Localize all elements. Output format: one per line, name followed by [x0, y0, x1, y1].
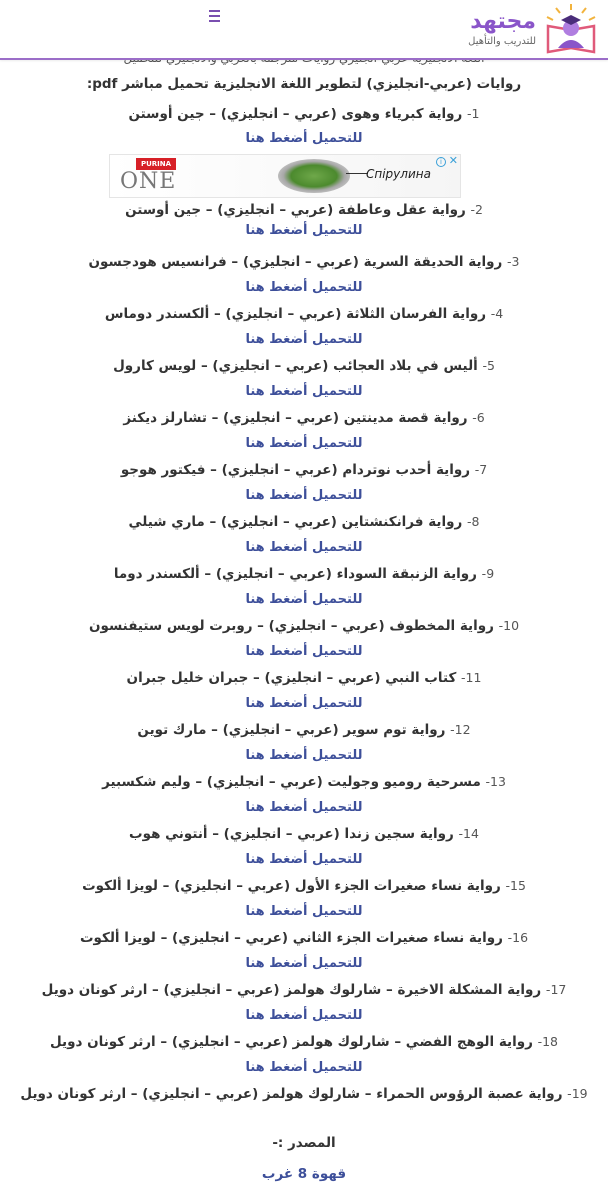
list-item: [10, 616, 598, 662]
download-link[interactable]: للتحميل أضغط هنا: [245, 131, 363, 146]
list-item: [10, 824, 598, 870]
ad-info-icon[interactable]: i: [436, 157, 446, 167]
item-number: 13-: [485, 774, 506, 789]
item-title: [10, 824, 598, 844]
download-link[interactable]: للتحميل أضغط هنا: [245, 280, 363, 295]
list-item: [10, 1032, 598, 1078]
download-link[interactable]: للتحميل أضغط هنا: [245, 904, 363, 919]
list-item: [10, 1084, 598, 1104]
item-title-text: أليس في بلاد العجائب (عربي – انجليزي) – لويس كارول: [113, 358, 478, 374]
item-title: [10, 512, 598, 532]
list-item: [10, 720, 598, 766]
item-title: [10, 408, 598, 428]
item-title: [10, 928, 598, 948]
list-item: [10, 460, 598, 506]
download-link[interactable]: للتحميل أضغط هنا: [245, 800, 363, 815]
item-number: 9-: [481, 566, 495, 581]
item-title-text: رواية كبرياء وهوى (عربي – انجليزي) – جين أوستن: [128, 106, 463, 122]
item-number: 5-: [482, 358, 495, 373]
site-logo[interactable]: [468, 2, 600, 56]
download-link[interactable]: للتحميل أضغط هنا: [245, 1060, 363, 1075]
source-label: المصدر :-: [272, 1135, 336, 1151]
list-item: [10, 356, 598, 402]
list-item: [10, 408, 598, 454]
item-title-text: رواية توم سوير (عربي – انجليزي) – مارك توين: [137, 722, 446, 738]
item-title: [10, 304, 598, 324]
item-title: [10, 252, 598, 272]
ad-product-label: Спірулина: [366, 167, 431, 181]
download-link[interactable]: للتحميل أضغط هنا: [245, 852, 363, 867]
item-title: [10, 876, 598, 896]
item-title: [10, 980, 598, 1000]
item-number: 11-: [461, 670, 482, 685]
list-item: [10, 252, 598, 298]
item-title: [10, 1084, 598, 1104]
item-title: [10, 616, 598, 636]
list-item: [10, 980, 598, 1026]
menu-icon[interactable]: [204, 6, 224, 26]
download-link[interactable]: للتحميل أضغط هنا: [245, 696, 363, 711]
item-number: 14-: [458, 826, 479, 841]
list-item: [10, 564, 598, 610]
ad-arrow: [346, 173, 368, 174]
item-number: 16-: [507, 930, 529, 945]
item-title: [10, 1032, 598, 1052]
item-title: [10, 772, 598, 792]
item-title: [10, 460, 598, 480]
item-title-text: رواية المشكلة الاخيرة – شارلوك هولمز (عربي – انجليزي) – ارثر كونان دويل: [41, 982, 542, 998]
item-title-text: رواية عقل وعاطفة (عربي – انجليزي) – جين أوستن: [125, 202, 466, 218]
list-item: [10, 668, 598, 714]
item-title: [10, 668, 598, 688]
graduate-logo-icon: [542, 2, 600, 56]
item-title-text: رواية الزنبقة السوداء (عربي – انجليزي) – ألكسندر دوما: [113, 566, 477, 582]
ad-brand-name: ONE: [120, 169, 177, 194]
item-title-text: رواية نساء صغيرات الجزء الأول (عربي – انجليزي) – لويزا ألكوت: [82, 878, 501, 894]
item-title-text: رواية عصبة الرؤوس الحمراء – شارلوك هولمز (عربي – انجليزي) – ارثر كونان دويل: [20, 1086, 563, 1102]
list-item: [10, 772, 598, 818]
item-title-text: رواية الفرسان الثلاثة (عربي – انجليزي) – ألكسندر دوماس: [104, 306, 486, 322]
item-title: [10, 104, 598, 124]
item-title-text: مسرحية روميو وجوليت (عربي – انجليزي) – وليم شكسبير: [102, 774, 481, 790]
item-title-text: رواية قصة مدينتين (عربي – انجليزي) – تشارلز ديكنز: [123, 410, 468, 426]
item-title-text: رواية الحديقة السرية (عربي – انجليزي) – فرانسيس هودجسون: [88, 254, 503, 270]
download-link[interactable]: للتحميل أضغط هنا: [245, 592, 363, 607]
ad-brand-logo: [120, 157, 190, 197]
site-header: [0, 0, 608, 60]
logo-text: [468, 11, 536, 47]
list-item: [10, 928, 598, 974]
article-content: [0, 60, 608, 1200]
item-number: 19-: [567, 1086, 588, 1101]
download-link[interactable]: للتحميل أضغط هنا: [245, 1008, 363, 1023]
item-number: 17-: [545, 982, 567, 997]
item-number: 12-: [450, 722, 471, 737]
item-title-text: رواية نساء صغيرات الجزء الثاني (عربي – انجليزي) – لويزا ألكوت: [79, 930, 503, 946]
item-number: 10-: [498, 618, 520, 633]
item-number: 18-: [537, 1034, 558, 1049]
item-title-text: رواية الوهج الفضي – شارلوك هولمز (عربي – انجليزي) – ارثر كونان دويل: [50, 1034, 533, 1050]
list-item: [10, 104, 598, 149]
item-number: 15-: [505, 878, 526, 893]
item-number: 8-: [466, 514, 480, 529]
item-title: [10, 356, 598, 376]
download-link[interactable]: للتحميل أضغط هنا: [245, 956, 363, 971]
item-title-text: رواية فرانكنشتاين (عربي – انجليزي) – ماري شيلي: [128, 514, 463, 530]
item-number: 1-: [467, 106, 480, 121]
ad-close-icon[interactable]: ✕: [448, 154, 458, 167]
download-link[interactable]: للتحميل أضغط هنا: [245, 332, 363, 347]
download-link[interactable]: للتحميل أضغط هنا: [245, 384, 363, 399]
download-link[interactable]: للتحميل أضغط هنا: [245, 540, 363, 555]
item-title-text: رواية المخطوف (عربي – انجليزي) – روبرت لويس ستيفنسون: [88, 618, 494, 634]
download-link[interactable]: للتحميل أضغط هنا: [245, 644, 363, 659]
item-number: 6-: [472, 410, 485, 425]
logo-title: مجتهد: [470, 9, 536, 34]
item-number: 3-: [507, 254, 520, 269]
ad-product-image: [278, 159, 350, 193]
download-link[interactable]: للتحميل أضغط هنا: [245, 488, 363, 503]
ad-brand-top: PURINA: [136, 158, 176, 170]
item-number: 7-: [474, 462, 488, 477]
advertisement-banner[interactable]: [109, 154, 461, 198]
download-link[interactable]: للتحميل أضغط هنا: [245, 223, 363, 238]
list-item: [10, 304, 598, 350]
list-item: [10, 200, 598, 241]
item-number: 4-: [490, 306, 504, 321]
download-link[interactable]: للتحميل أضغط هنا: [245, 748, 363, 763]
download-link[interactable]: للتحميل أضغط هنا: [245, 436, 363, 451]
logo-subtitle: للتدريب والتأهيل: [468, 36, 536, 47]
item-title-text: رواية سجين زندا (عربي – انجليزي) – أنتوني هوب: [129, 826, 454, 842]
item-title-text: رواية أحدب نوتردام (عربي – انجليزي) – فيكتور هوجو: [120, 462, 470, 478]
source-link[interactable]: قهوة 8 غرب: [261, 1166, 347, 1182]
list-item: [10, 512, 598, 558]
intro-heading: روايات (عربي-انجليزي) لتطوير اللغة الانجليزية تحميل مباشر pdf:: [86, 76, 522, 92]
item-title: [10, 720, 598, 740]
item-number: 2-: [470, 202, 483, 217]
item-title-text: كتاب النبي (عربي – انجليزي) – جبران خليل جبران: [126, 670, 457, 686]
item-title: [10, 200, 598, 220]
item-title: [10, 564, 598, 584]
list-item: [10, 876, 598, 922]
